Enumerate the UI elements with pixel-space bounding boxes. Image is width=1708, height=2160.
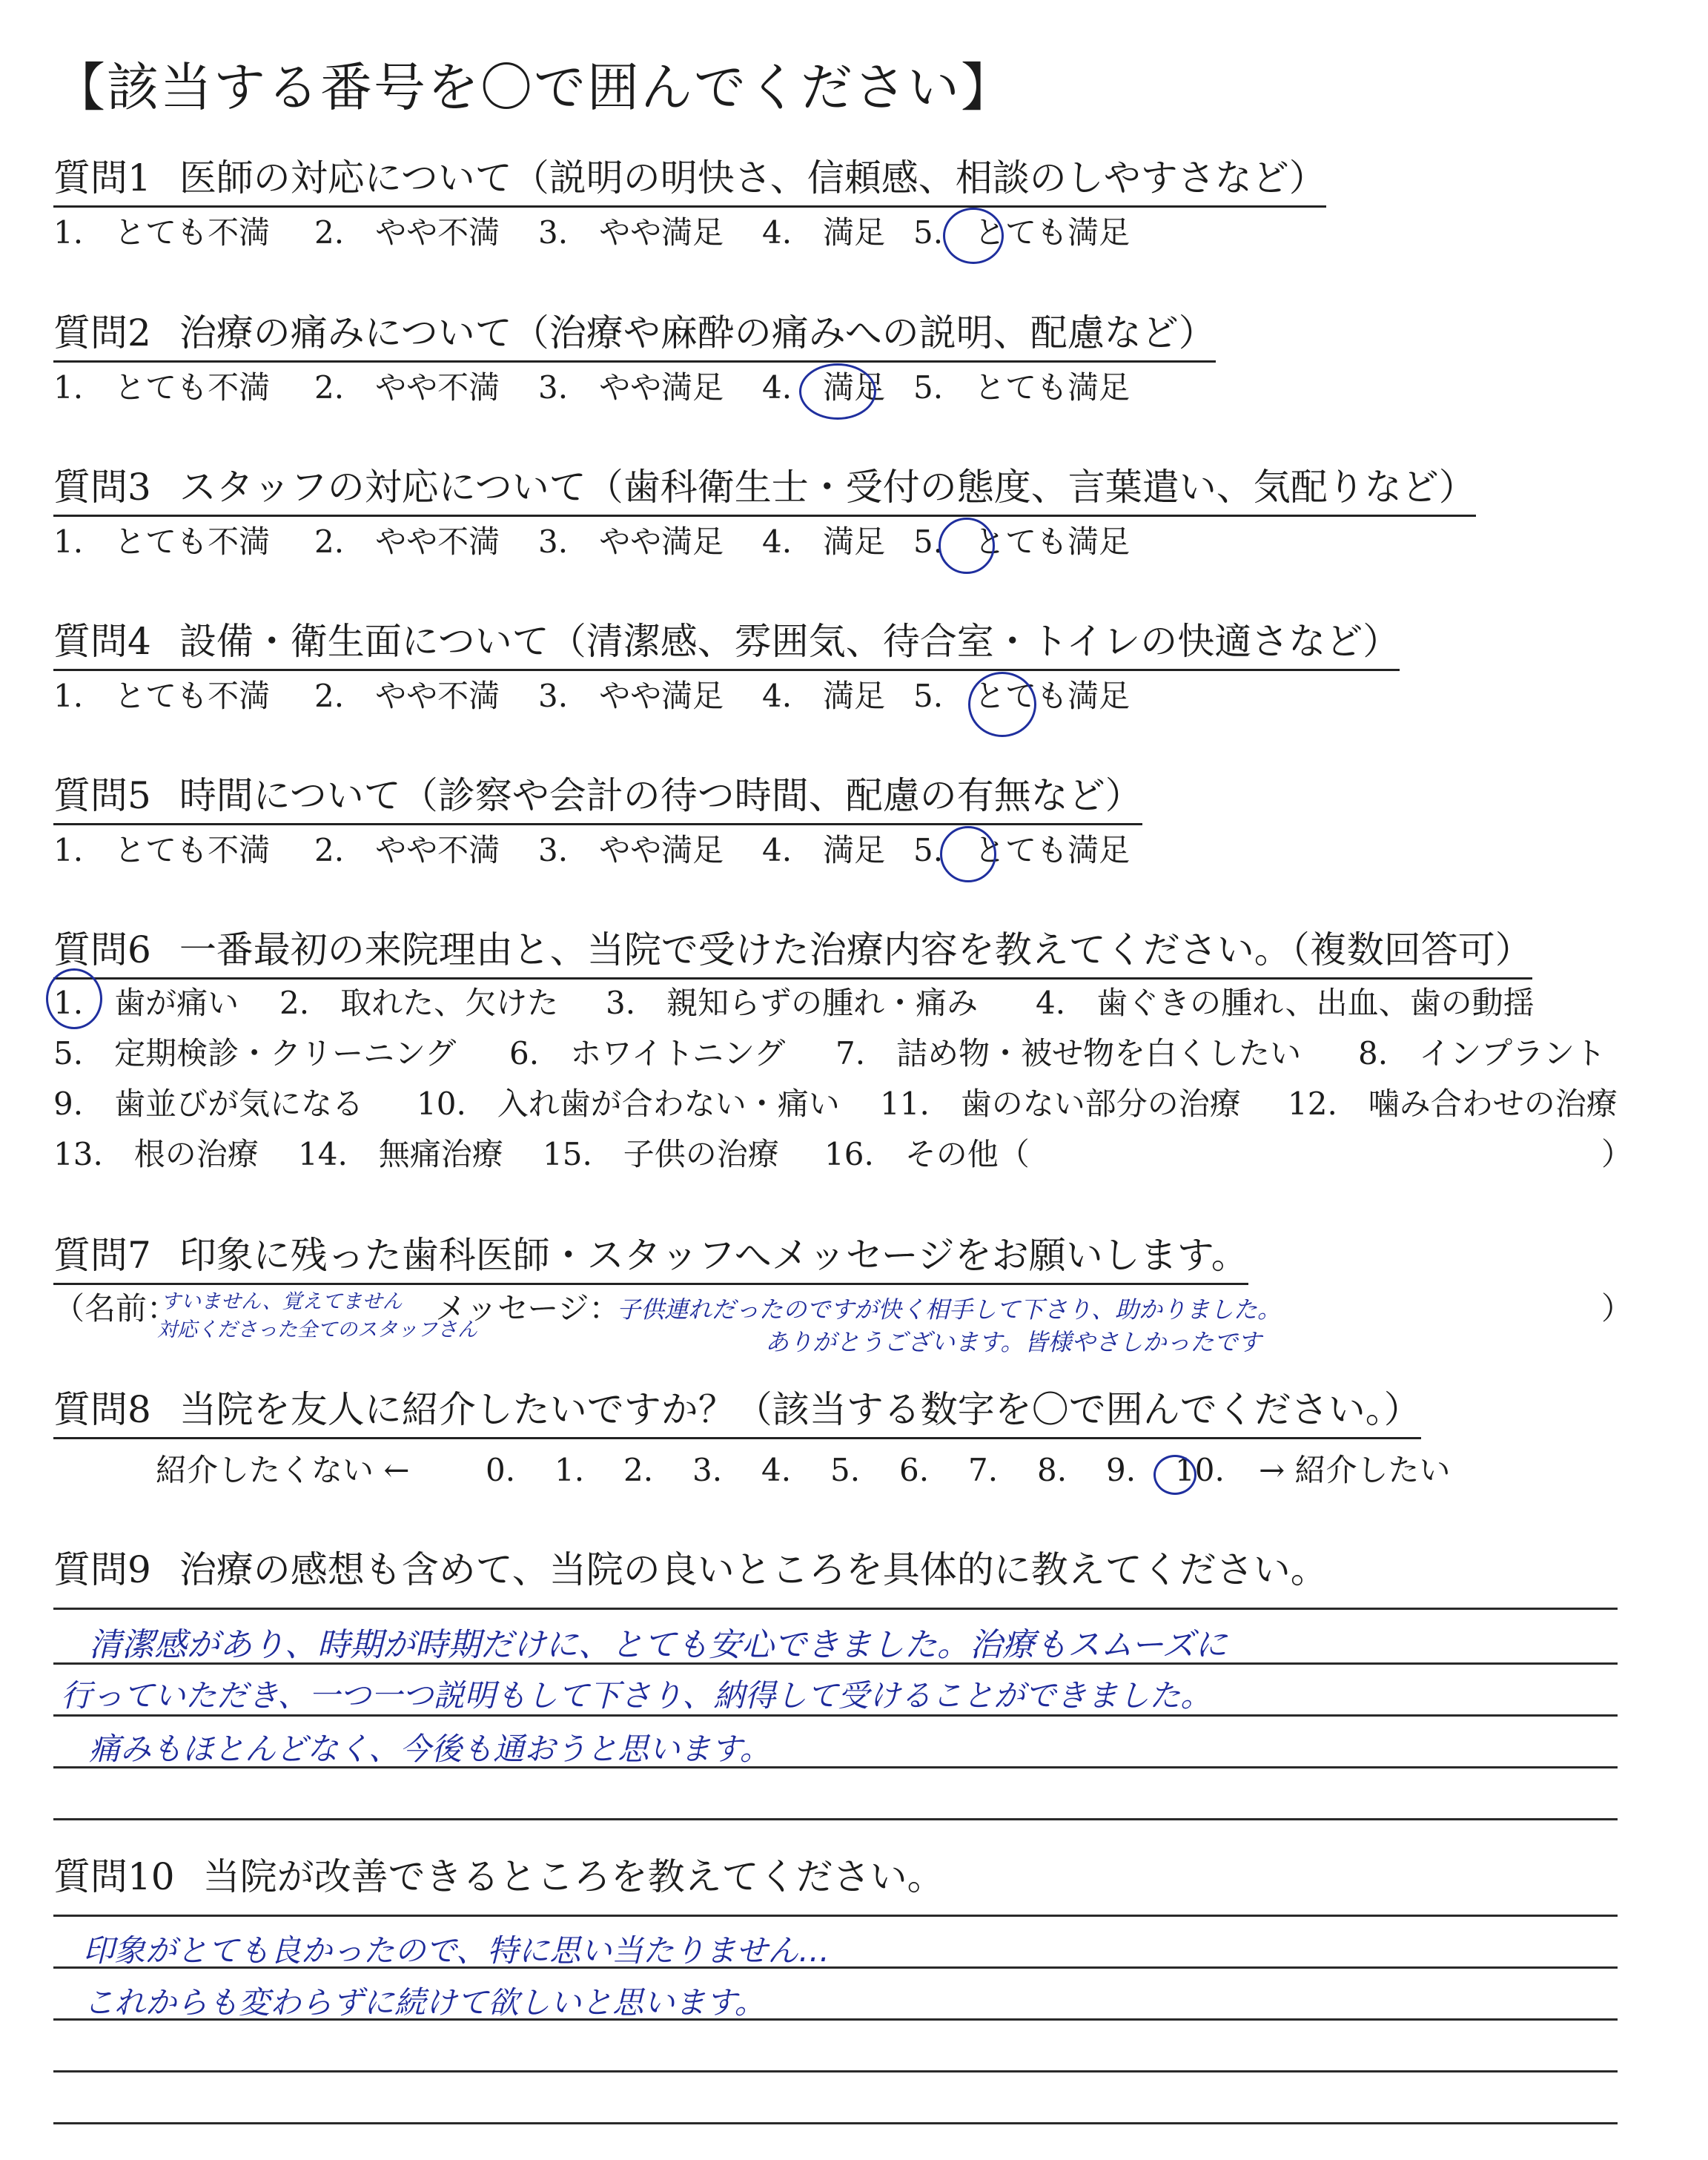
- q7-handwritten-name-1: すいません、覚えてません: [161, 1290, 403, 1313]
- q6-option-2[interactable]: 2. 取れた、欠けた: [279, 985, 559, 1021]
- q7-message-label: メッセージ：: [435, 1290, 620, 1327]
- q8-number-1[interactable]: 1.: [555, 1452, 585, 1488]
- q8-number-8[interactable]: 8.: [1037, 1452, 1068, 1488]
- q4-option-4[interactable]: 4. 満足: [762, 678, 886, 714]
- q1-option-4[interactable]: 4. 満足: [762, 214, 886, 251]
- question-7-number: 質問7: [53, 1234, 151, 1277]
- q6-options-row-3: [53, 1081, 1632, 1127]
- q2-option-1[interactable]: 1. とても不満: [53, 369, 271, 406]
- question-8-text: 当院を友人に紹介したいですか？（該当する数字を〇で囲んでください。）: [179, 1388, 1421, 1431]
- question-7-title: [53, 1229, 1248, 1285]
- question-1-title: [53, 152, 1326, 208]
- question-1-text: 医師の対応について（説明の明快さ、信頼感、相談のしやすさなど）: [179, 156, 1326, 199]
- q7-message-row: [53, 1287, 1632, 1375]
- question-10-number: 質問10: [53, 1855, 175, 1898]
- q6-other-close-paren: ）: [1601, 1136, 1632, 1172]
- q6-option-13[interactable]: 13. 根の治療: [53, 1136, 259, 1172]
- question-9-title: [53, 1544, 1328, 1597]
- q7-close-paren: ）: [1601, 1290, 1632, 1327]
- q6-options-row-2: [53, 1031, 1632, 1077]
- q6-option-5[interactable]: 5. 定期検診・クリーニング: [53, 1035, 457, 1071]
- q10-answer-line-5: [53, 2122, 1618, 2124]
- q4-option-1[interactable]: 1. とても不満: [53, 678, 271, 714]
- q9-handwritten-line-3: 痛みもほとんどなく、今後も通おうと思います。: [89, 1731, 771, 1767]
- q6-option-4[interactable]: 4. 歯ぐきの腫れ、出血、歯の動揺: [1036, 985, 1535, 1021]
- question-10-text: 当院が改善できるところを教えてください。: [202, 1855, 944, 1898]
- question-2-text: 治療の痛みについて（治療や麻酔の痛みへの説明、配慮など）: [179, 311, 1216, 354]
- question-10-title: [53, 1851, 944, 1904]
- q1-option-3[interactable]: 3. やや満足: [538, 214, 724, 251]
- q10-handwritten-line-2: これからも変わらずに続けて欲しいと思います。: [83, 1984, 766, 2021]
- q6-option-12[interactable]: 12. 噛み合わせの治療: [1288, 1086, 1618, 1122]
- q8-number-0[interactable]: 0.: [486, 1452, 516, 1488]
- q9-answer-line-5: [53, 1818, 1618, 1820]
- q4-option-3[interactable]: 3. やや満足: [538, 678, 724, 714]
- q7-handwritten-name-2: 対応くださった全てのスタッフさん: [157, 1318, 477, 1341]
- q6-option-16[interactable]: 16. その他（: [824, 1136, 1030, 1172]
- q5-option-4[interactable]: 4. 満足: [762, 832, 886, 868]
- q6-option-7[interactable]: 7. 詰め物・被せ物を白くしたい: [835, 1035, 1302, 1071]
- question-8-title: [53, 1384, 1421, 1439]
- q8-number-6[interactable]: 6.: [899, 1452, 930, 1488]
- q10-handwritten-line-1: 印象がとても良かったので、特に思い当たりません…: [83, 1932, 830, 1969]
- q6-option-3[interactable]: 3. 親知らずの腫れ・痛み: [606, 985, 979, 1021]
- q5-option-5[interactable]: 5. とても満足: [913, 832, 1131, 868]
- q10-answer-line-4: [53, 2070, 1618, 2073]
- q2-option-5[interactable]: 5. とても満足: [913, 369, 1131, 406]
- question-2-title: [53, 307, 1216, 363]
- question-3-text: スタッフの対応について（歯科衛生士・受付の態度、言葉遣い、気配りなど）: [179, 466, 1476, 509]
- question-6-number: 質問6: [53, 928, 151, 971]
- q6-option-8[interactable]: 8. インプラント: [1358, 1035, 1606, 1071]
- q9-handwritten-line-2: 行っていただき、一つ一つ説明もして下さり、納得して受けることができました。: [61, 1677, 1212, 1714]
- q1-option-1[interactable]: 1. とても不満: [53, 214, 271, 251]
- question-5-text: 時間について（診察や会計の待つ時間、配慮の有無など）: [179, 774, 1142, 817]
- q8-number-7[interactable]: 7.: [968, 1452, 999, 1488]
- q3-option-2[interactable]: 2. やや不満: [314, 524, 500, 560]
- q3-option-1[interactable]: 1. とても不満: [53, 524, 271, 560]
- question-9-text: 治療の感想も含めて、当院の良いところを具体的に教えてください。: [179, 1548, 1328, 1591]
- q9-handwritten-line-1: 清潔感があり、時期が時期だけに、とても安心できました。治療もスムーズに: [89, 1626, 1228, 1664]
- q2-option-3[interactable]: 3. やや満足: [538, 369, 724, 406]
- q6-options-row-4: [53, 1132, 1632, 1178]
- question-1-number: 質問1: [53, 156, 151, 199]
- question-7-text: 印象に残った歯科医師・スタッフへメッセージをお願いします。: [179, 1234, 1248, 1277]
- q4-option-5[interactable]: 5. とても満足: [913, 678, 1131, 714]
- q6-option-11[interactable]: 11. 歯のない部分の治療: [880, 1086, 1241, 1122]
- q8-number-10[interactable]: 10.: [1175, 1452, 1225, 1488]
- q3-option-3[interactable]: 3. やや満足: [538, 524, 724, 560]
- q1-option-5[interactable]: 5. とても満足: [913, 214, 1131, 251]
- q7-handwritten-message-1: 子供連れだったのですが快く相手して下さり、助かりました。: [617, 1295, 1282, 1324]
- q8-left-label: 紹介したくない ←: [156, 1452, 410, 1488]
- q2-option-2[interactable]: 2. やや不満: [314, 369, 500, 406]
- question-3-title: [53, 461, 1476, 517]
- q3-option-4[interactable]: 4. 満足: [762, 524, 886, 560]
- question-5-number: 質問5: [53, 774, 151, 817]
- q8-number-9[interactable]: 9.: [1106, 1452, 1136, 1488]
- q5-option-3[interactable]: 3. やや満足: [538, 832, 724, 868]
- q3-option-5[interactable]: 5. とても満足: [913, 524, 1131, 560]
- q5-option-1[interactable]: 1. とても不満: [53, 832, 271, 868]
- q6-options-row-1: [53, 980, 1632, 1026]
- question-6-text: 一番最初の来院理由と、当院で受けた治療内容を教えてください。（複数回答可）: [179, 928, 1532, 971]
- q6-option-14[interactable]: 14. 無痛治療: [298, 1136, 503, 1172]
- q5-option-2[interactable]: 2. やや不満: [314, 832, 500, 868]
- q6-option-10[interactable]: 10. 入れ歯が合わない・痛い: [417, 1086, 840, 1122]
- q8-right-label: → 紹介したい: [1259, 1452, 1451, 1488]
- q4-option-2[interactable]: 2. やや不満: [314, 678, 500, 714]
- question-4-title: [53, 615, 1400, 671]
- question-3-number: 質問3: [53, 466, 151, 509]
- q8-number-3[interactable]: 3.: [692, 1452, 723, 1488]
- q8-recommend-scale: [156, 1444, 1490, 1496]
- question-9-number: 質問9: [53, 1548, 151, 1591]
- question-6-title: [53, 924, 1532, 980]
- question-8-number: 質問8: [53, 1388, 151, 1431]
- q6-option-6[interactable]: 6. ホワイトニング: [509, 1035, 786, 1071]
- q1-option-2[interactable]: 2. やや不満: [314, 214, 500, 251]
- q6-option-1[interactable]: 1. 歯が痛い: [53, 985, 239, 1021]
- q8-number-2[interactable]: 2.: [623, 1452, 654, 1488]
- question-5-title: [53, 770, 1142, 825]
- q6-option-15[interactable]: 15. 子供の治療: [543, 1136, 779, 1172]
- question-2-number: 質問2: [53, 311, 151, 354]
- q2-option-4[interactable]: 4. 満足: [762, 369, 886, 406]
- q10-answer-line-1: [53, 1915, 1618, 1917]
- q7-handwritten-message-2: ありがとうございます。皆様やさしかったです: [765, 1328, 1262, 1356]
- page-heading: 【該当する番号を〇で囲んでください】: [53, 57, 1014, 118]
- q9-answer-line-1: [53, 1608, 1618, 1610]
- question-4-number: 質問4: [53, 620, 151, 663]
- q8-number-5[interactable]: 5.: [830, 1452, 861, 1488]
- q8-number-4[interactable]: 4.: [761, 1452, 792, 1488]
- q6-option-9[interactable]: 9. 歯並びが気になる: [53, 1086, 364, 1122]
- question-4-text: 設備・衛生面について（清潔感、雰囲気、待合室・トイレの快適さなど）: [179, 620, 1400, 663]
- q7-name-label: （名前：: [53, 1290, 179, 1327]
